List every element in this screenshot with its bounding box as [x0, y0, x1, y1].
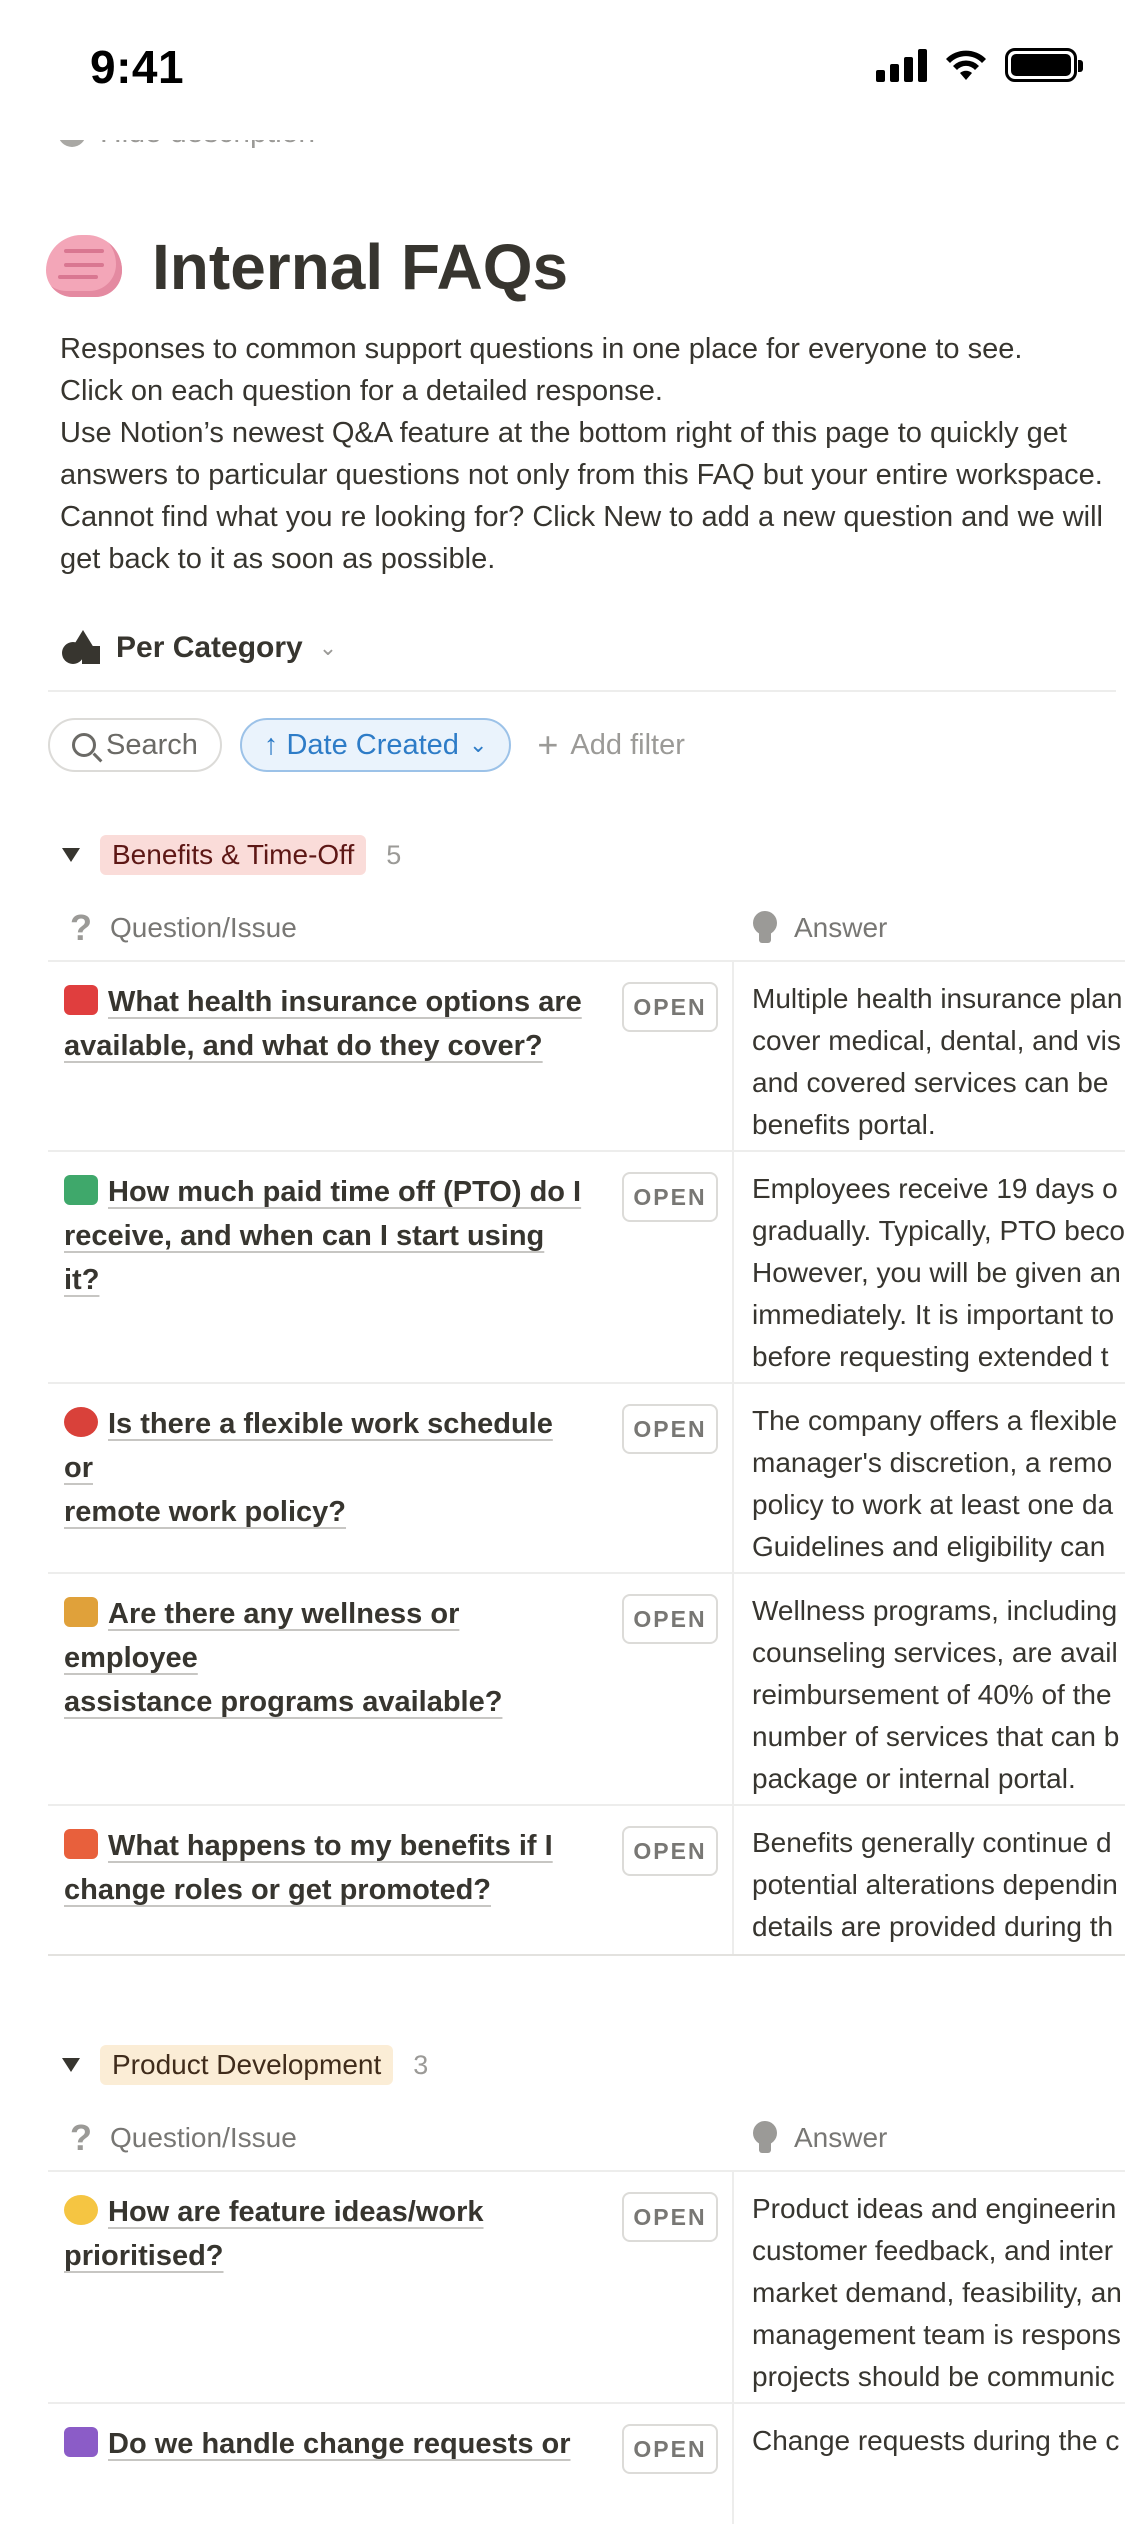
- description-line: get back to it as soon as possible.: [60, 543, 496, 575]
- answer-line: immediately. It is important to: [752, 1299, 1115, 1330]
- palm-island-icon: [64, 1175, 98, 1205]
- status-time: 9:41: [90, 41, 185, 93]
- table-row[interactable]: [48, 1574, 1125, 1806]
- question-text[interactable]: How are feature ideas/work: [108, 2196, 484, 2228]
- question-text[interactable]: Is there a flexible work schedule or: [64, 1408, 553, 1484]
- cellular-signal-icon: [876, 48, 927, 82]
- battery-icon: [1005, 48, 1077, 82]
- answer-line: policy to work at least one da: [752, 1489, 1114, 1520]
- alien-monster-icon: [64, 2427, 98, 2457]
- brain-icon[interactable]: [46, 231, 124, 303]
- cartwheel-icon: [64, 1597, 98, 1627]
- question-text[interactable]: assistance programs available?: [64, 1686, 503, 1718]
- column-label: Answer: [794, 912, 888, 943]
- question-text[interactable]: What happens to my benefits if I: [108, 1830, 553, 1862]
- table-row[interactable]: [48, 1152, 1125, 1384]
- question-text[interactable]: Are there any wellness or employee: [64, 1598, 460, 1674]
- answer-line: before requesting extended t: [752, 1341, 1109, 1372]
- answer-line: Employees receive 19 days o: [752, 1173, 1118, 1204]
- answer-line: management team is respons: [752, 2319, 1121, 2350]
- group-count: 3: [413, 2049, 429, 2080]
- answer-line: gradually. Typically, PTO beco: [752, 1215, 1125, 1246]
- search-icon: [72, 733, 96, 757]
- open-button[interactable]: OPEN: [622, 2192, 718, 2242]
- answer-line: number of services that can b: [752, 1721, 1120, 1752]
- group-benefits-time-off: [48, 830, 1125, 1956]
- table-row[interactable]: [48, 2404, 1125, 2524]
- question-text[interactable]: available, and what do they cover?: [64, 1030, 543, 1062]
- open-button[interactable]: OPEN: [622, 1404, 718, 1454]
- answer-cell[interactable]: [734, 1152, 1125, 1382]
- answer-cell[interactable]: [734, 1806, 1125, 1954]
- answer-line: cover medical, dental, and vis: [752, 1025, 1121, 1056]
- answer-line: potential alterations dependin: [752, 1869, 1118, 1900]
- plus-icon: +: [537, 724, 559, 765]
- group-header[interactable]: [48, 830, 1125, 880]
- alarm-clock-icon: [64, 1407, 98, 1437]
- answer-line: manager's discretion, a remo: [752, 1447, 1113, 1478]
- open-button[interactable]: OPEN: [622, 1826, 718, 1876]
- chevron-down-icon: ⌄: [468, 732, 488, 757]
- sort-label: ↑ Date Created: [263, 728, 459, 761]
- answer-line: projects should be communic: [752, 2361, 1115, 2392]
- question-mark-icon: ?: [70, 2117, 92, 2158]
- group-count: 5: [386, 839, 402, 870]
- page-header: [46, 230, 568, 304]
- question-text[interactable]: receive, and when can I start using it?: [64, 1220, 545, 1296]
- answer-line: Benefits generally continue d: [752, 1827, 1112, 1858]
- search-label: Search: [106, 728, 198, 761]
- page-description: [60, 328, 1120, 580]
- description-line: answers to particular questions not only from this FAQ but your entire workspace.: [60, 459, 1103, 491]
- table-row[interactable]: [48, 962, 1125, 1152]
- column-header-question[interactable]: [48, 907, 734, 949]
- column-header-answer[interactable]: [734, 911, 1125, 945]
- ambulance-icon: [64, 985, 98, 1015]
- add-filter-button[interactable]: [537, 724, 684, 766]
- table-row[interactable]: [48, 2172, 1125, 2404]
- answer-line: Product ideas and engineerin: [752, 2193, 1117, 2224]
- answer-line: Wellness programs, including: [752, 1595, 1118, 1626]
- search-button[interactable]: [48, 718, 222, 772]
- group-product-development: [48, 2040, 1125, 2524]
- answer-line: customer feedback, and inter: [752, 2235, 1114, 2266]
- lightbulb-icon: [752, 911, 778, 945]
- answer-cell[interactable]: [734, 1384, 1125, 1572]
- question-cell[interactable]: [48, 962, 734, 1150]
- open-button[interactable]: OPEN: [622, 2424, 718, 2474]
- filter-bar: [48, 718, 685, 772]
- question-cell[interactable]: [48, 2172, 734, 2402]
- group-header[interactable]: [48, 2040, 1125, 2090]
- answer-cell[interactable]: [734, 2172, 1125, 2402]
- add-filter-label: Add filter: [570, 728, 685, 761]
- answer-line: However, you will be given an: [752, 1257, 1121, 1288]
- table-row[interactable]: [48, 1384, 1125, 1574]
- description-line: Click on each question for a detailed response.: [60, 375, 663, 407]
- question-text[interactable]: prioritised?: [64, 2240, 224, 2272]
- answer-line: Guidelines and eligibility can: [752, 1531, 1106, 1562]
- answer-line: package or internal portal.: [752, 1763, 1076, 1794]
- question-text[interactable]: How much paid time off (PTO) do I: [108, 1176, 582, 1208]
- column-header-question[interactable]: [48, 2117, 734, 2159]
- answer-line: Multiple health insurance plan: [752, 983, 1123, 1014]
- light-bulb-icon: [64, 2195, 98, 2225]
- name-badge-icon: [64, 1829, 98, 1859]
- question-cell[interactable]: [48, 1574, 734, 1804]
- question-cell[interactable]: [48, 1806, 734, 1954]
- table-row[interactable]: [48, 1806, 1125, 1954]
- question-text[interactable]: change roles or get promoted?: [64, 1874, 491, 1906]
- answer-line: details are provided during th: [752, 1911, 1114, 1942]
- question-mark-icon: ?: [70, 907, 92, 948]
- question-cell[interactable]: [48, 1384, 734, 1572]
- open-button[interactable]: OPEN: [622, 982, 718, 1032]
- answer-cell[interactable]: [734, 962, 1125, 1150]
- collapse-triangle-icon[interactable]: [62, 848, 80, 862]
- page-title[interactable]: Internal FAQs: [152, 231, 569, 303]
- description-line: Responses to common support questions in one place for everyone to see.: [60, 333, 1023, 365]
- collapse-triangle-icon[interactable]: [62, 2058, 80, 2072]
- column-label: Answer: [794, 2122, 888, 2153]
- answer-line: counseling services, are avail: [752, 1637, 1118, 1668]
- answer-line: The company offers a flexible: [752, 1405, 1118, 1436]
- answer-line: market demand, feasibility, an: [752, 2277, 1122, 2308]
- answer-cell[interactable]: [734, 2404, 1125, 2524]
- question-cell[interactable]: [48, 2404, 734, 2524]
- question-text[interactable]: remote work policy?: [64, 1496, 347, 1528]
- answer-line: benefits portal.: [752, 1109, 936, 1140]
- status-bar: [0, 0, 1125, 140]
- sort-date-created-chip[interactable]: [240, 718, 511, 772]
- answer-line: and covered services can be: [752, 1067, 1109, 1098]
- column-header-answer[interactable]: [734, 2121, 1125, 2155]
- status-icons: [876, 48, 1077, 82]
- open-button[interactable]: OPEN: [622, 1172, 718, 1222]
- open-button[interactable]: OPEN: [622, 1594, 718, 1644]
- group-tag: Product Development: [100, 2045, 393, 2085]
- description-line: Cannot find what you re looking for? Click New to add a new question and we will: [60, 501, 1103, 533]
- divider: [48, 690, 1116, 692]
- shapes-icon: [62, 630, 100, 666]
- question-text[interactable]: Do we handle change requests or: [108, 2428, 571, 2460]
- table-header: [48, 2106, 1125, 2172]
- answer-line: Change requests during the c: [752, 2425, 1120, 2456]
- group-divider: [48, 1954, 1125, 1956]
- view-selector[interactable]: [62, 630, 337, 666]
- table-header: [48, 896, 1125, 962]
- chevron-down-icon: ⌄: [318, 635, 338, 660]
- description-line: Use Notion’s newest Q&A feature at the bottom right of this page to quickly get: [60, 417, 1067, 449]
- column-label: Question/Issue: [110, 912, 297, 943]
- column-label: Question/Issue: [110, 2122, 297, 2153]
- question-text[interactable]: What health insurance options are: [108, 986, 582, 1018]
- answer-cell[interactable]: [734, 1574, 1125, 1804]
- view-label: Per Category: [116, 631, 303, 664]
- answer-line: reimbursement of 40% of the: [752, 1679, 1112, 1710]
- lightbulb-icon: [752, 2121, 778, 2155]
- group-tag: Benefits & Time-Off: [100, 835, 366, 875]
- question-cell[interactable]: [48, 1152, 734, 1382]
- wifi-icon: [943, 48, 989, 82]
